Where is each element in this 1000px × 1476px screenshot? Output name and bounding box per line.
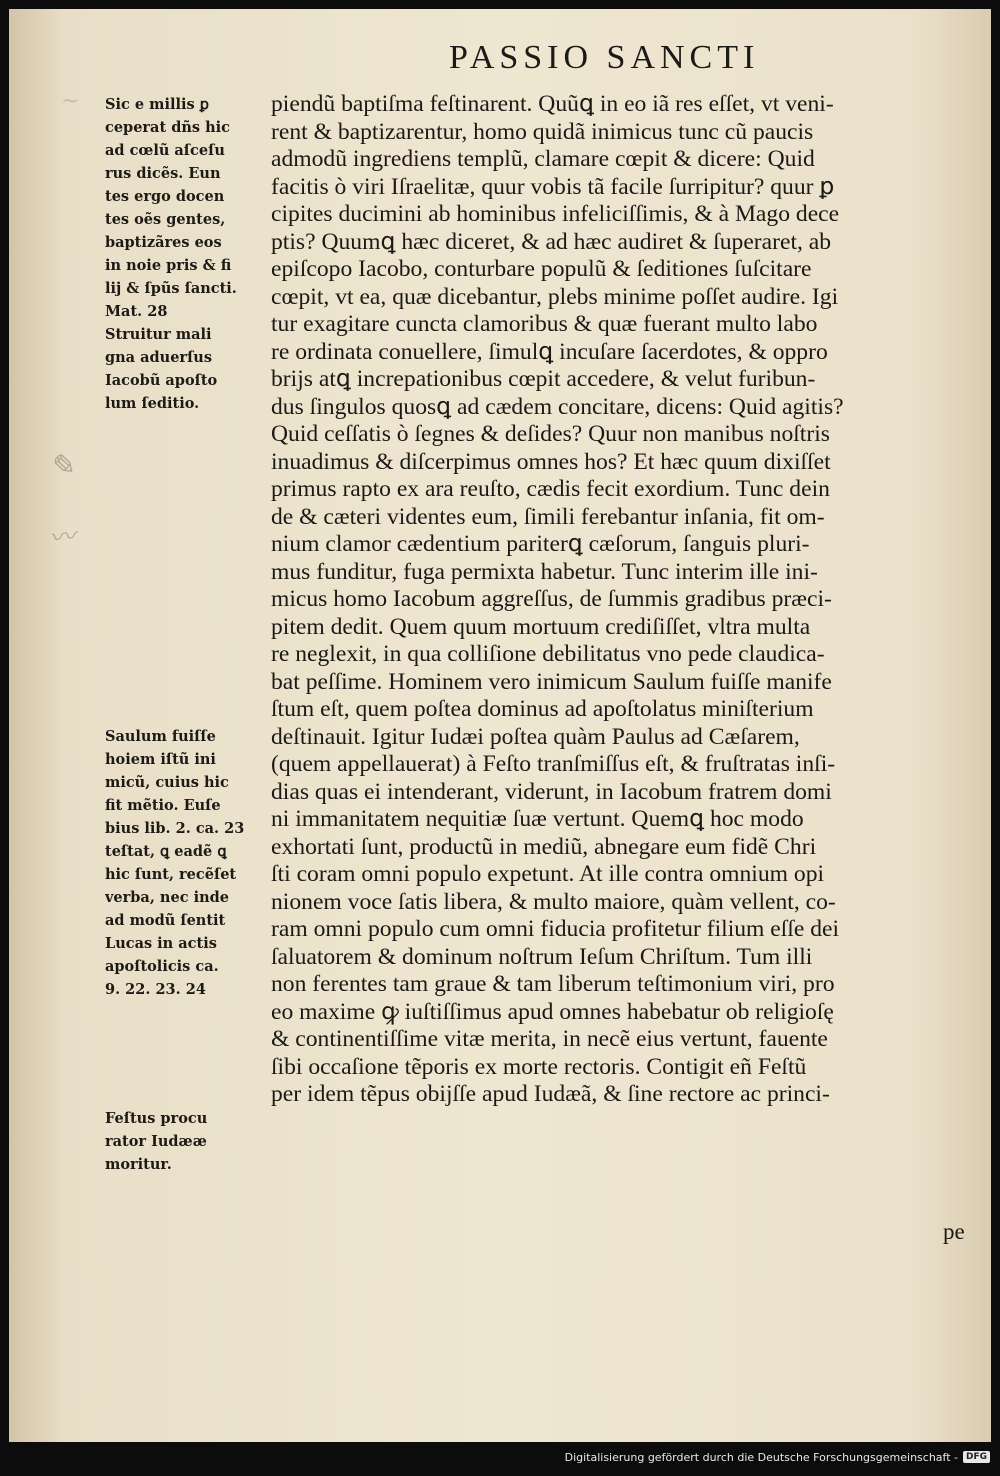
margin-note-line: teſtat, ꝗ eadẽ ꝗ (105, 843, 227, 860)
text-line: ſibi occaſione tẽporis ex morte rectoris. Contigit eñ Feſtũ (271, 1053, 807, 1080)
margin-note-line: tes oẽs gentes, (105, 211, 226, 228)
margin-note-line: bius lib. 2. ca. 23 (105, 820, 245, 837)
text-line: epiſcopo Iacobo, conturbare populũ & ſeditiones ſuſcitare (271, 256, 812, 282)
margin-note-line: ad cœlũ aſceſu (105, 142, 225, 159)
marginal-scribble: ~ (61, 89, 80, 114)
text-line: re ordinata conuellere, ſimulꝗ incuſare ſacerdotes, & oppro (271, 338, 828, 365)
text-line: dus ſingulos quosꝗ ad cædem concitare, dicens: Quid agitis? (271, 393, 844, 420)
text-line: brijs atꝗ increpationibus cœpit accedere, & velut furibun- (271, 366, 816, 392)
text-line: micus homo Iacobum aggreſſus, de ſummis gradibus præci- (271, 586, 832, 612)
margin-note-line: ceperat dñs hic (105, 119, 230, 136)
margin-note-line: Lucas in actis (105, 935, 217, 952)
book-page (9, 9, 991, 1442)
text-line: primus rapto ex ara reuſto, cædis fecit exordium. Tunc dein (271, 476, 830, 502)
catchword: pe (943, 1219, 965, 1244)
margin-note-line: verba, nec inde (105, 889, 229, 906)
text-line: admodũ ingrediens templũ, clamare cœpit & dicere: Quid (271, 146, 815, 172)
text-line: ſaluatorem & dominum noſtrum Ieſum Chriſtum. Tum illi (271, 943, 813, 970)
margin-note-line: hoiem iſtũ ini (105, 751, 216, 768)
margin-note-line: rus dicẽs. Eun (105, 165, 221, 182)
text-line: re neglexit, in qua colliſione debilitatus vno pede claudica- (271, 641, 825, 667)
margin-note-line: Sic e millis ꝑ (105, 96, 209, 113)
text-line: mus funditur, fuga permixta habetur. Tunc interim ille ini- (271, 558, 818, 585)
text-line: (quem appellauerat) à Feſto tranſmiſſus eſt, & fruſtratas inſi- (271, 751, 836, 777)
margin-note-line: ad modũ ſentit (105, 912, 226, 929)
text-line: rent & baptizarentur, homo quidã inimicus tunc cũ paucis (271, 118, 814, 145)
text-line: deſtinauit. Igitur Iudæi poſtea quàm Paulus ad Cæſarem, (271, 723, 800, 750)
margin-note-line: baptizãres eos (105, 234, 222, 251)
text-line: ni immanitatem nequitiæ ſuæ vertunt. Quemꝗ hoc modo (271, 806, 804, 832)
text-line: nionem voce ſatis libera, & multo maiore, quàm vellent, co- (271, 888, 836, 915)
margin-note-line: hic ſunt, recẽſet (105, 866, 237, 883)
margin-note-line: lum ſeditio. (105, 395, 200, 412)
margin-note-line: fit mẽtio. Euſe (105, 797, 221, 814)
main-text (271, 91, 983, 1109)
running-title: PASSIO SANCTI (449, 39, 760, 76)
margin-note-line: moritur. (105, 1156, 172, 1173)
margin-note-3 (105, 1107, 270, 1176)
margin-note-line: Iacobũ apoſto (105, 372, 218, 389)
text-line: Quid ceſſatis ò ſegnes & deſides? Quur non manibus noſtris (271, 421, 830, 447)
margin-note-line: lij & ſpũs ſancti. (105, 280, 237, 297)
text-line: tur exagitare cuncta clamoribus & quæ fuerant multo labo (271, 311, 818, 337)
margin-note-line: Saulum fuiſſe (105, 728, 216, 745)
margin-note-line: micũ, cuius hic (105, 774, 229, 791)
text-line: bat peſſime. Hominem vero inimicum Saulum fuiſſe manife (271, 668, 832, 695)
margin-note-1 (105, 93, 270, 415)
margin-note-line: rator Iudææ (105, 1133, 207, 1150)
text-line: pitem dedit. Quem quum mortuum crediſiſſet, vltra multa (271, 613, 811, 640)
dfg-logo: DFG (963, 1451, 990, 1463)
footer-text: Digitalisierung gefördert durch die Deutsche Forschungsgemeinschaft - (564, 1450, 958, 1464)
text-line: inuadimus & diſcerpimus omnes hos? Et hæc quum dixiſſet (271, 448, 831, 475)
text-line: ptis? Quumꝗ hæc diceret, & ad hæc audiret & ſuperaret, ab (271, 228, 832, 255)
text-line: per idem tẽpus obijſſe apud Iudæã, & ſine rectore ac princi- (271, 1081, 830, 1107)
text-line: ſti coram omni populo expetunt. At ille contra omnium opi (271, 861, 825, 887)
text-line: de & cæteri videntes eum, ſimili ferebantur inſania, fit om- (271, 503, 825, 530)
margin-note-line: Mat. 28 (105, 303, 168, 320)
text-line: dias quas ei intenderant, viderunt, in Iacobum fratrem domi (271, 778, 832, 805)
text-line: cœpit, vt ea, quæ dicebantur, plebs minime poſſet audire. Igi (271, 283, 839, 310)
text-line: exhortati ſunt, productũ in mediũ, abnegare eum fidẽ Chri (271, 833, 817, 860)
text-line: & continentiſſime vitæ merita, in necẽ eius vertunt, fauente (271, 1026, 828, 1052)
margin-note-line: 9. 22. 23. 24 (105, 981, 206, 998)
margin-note-line: gna aduerſus (105, 349, 213, 366)
margin-note-line: apoſtolicis ca. (105, 958, 219, 975)
text-line: non ferentes tam graue & tam liberum teſtimonium viri, pro (271, 971, 835, 997)
text-line: ſtum eſt, quem poſtea dominus ad apoſtolatus miniſterium (271, 696, 814, 722)
marginal-scribble: ✎ (46, 447, 77, 486)
margin-note-line: Struitur mali (105, 326, 212, 343)
digitization-footer (565, 1449, 990, 1465)
margin-note-line: Feſtus procu (105, 1110, 208, 1127)
text-line: ram omni populo cum omni fiducia profitetur filium eſſe dei (271, 916, 840, 942)
text-line: eo maxime ꝙ iuſtiſſimus apud omnes habebatur ob religioſę (271, 998, 834, 1025)
text-line: piendũ baptiſma feſtinarent. Quũꝗ in eo iã res eſſet, vt veni- (271, 91, 834, 117)
margin-note-line: tes ergo docen (105, 188, 225, 205)
marginal-scribble: 〰 (47, 521, 77, 555)
text-line: nium clamor cædentium pariterꝗ cæſorum, ſanguis pluri- (271, 531, 810, 557)
text-line: facitis ò viri Iſraelitæ, quur vobis tã facile ſurripitur? quur ꝑ (271, 173, 835, 200)
margin-note-2 (105, 725, 270, 1001)
text-line: cipites ducimini ab hominibus infeliciſſimis, & à Mago dece (271, 201, 840, 227)
margin-note-line: in noie pris & fi (105, 257, 232, 274)
